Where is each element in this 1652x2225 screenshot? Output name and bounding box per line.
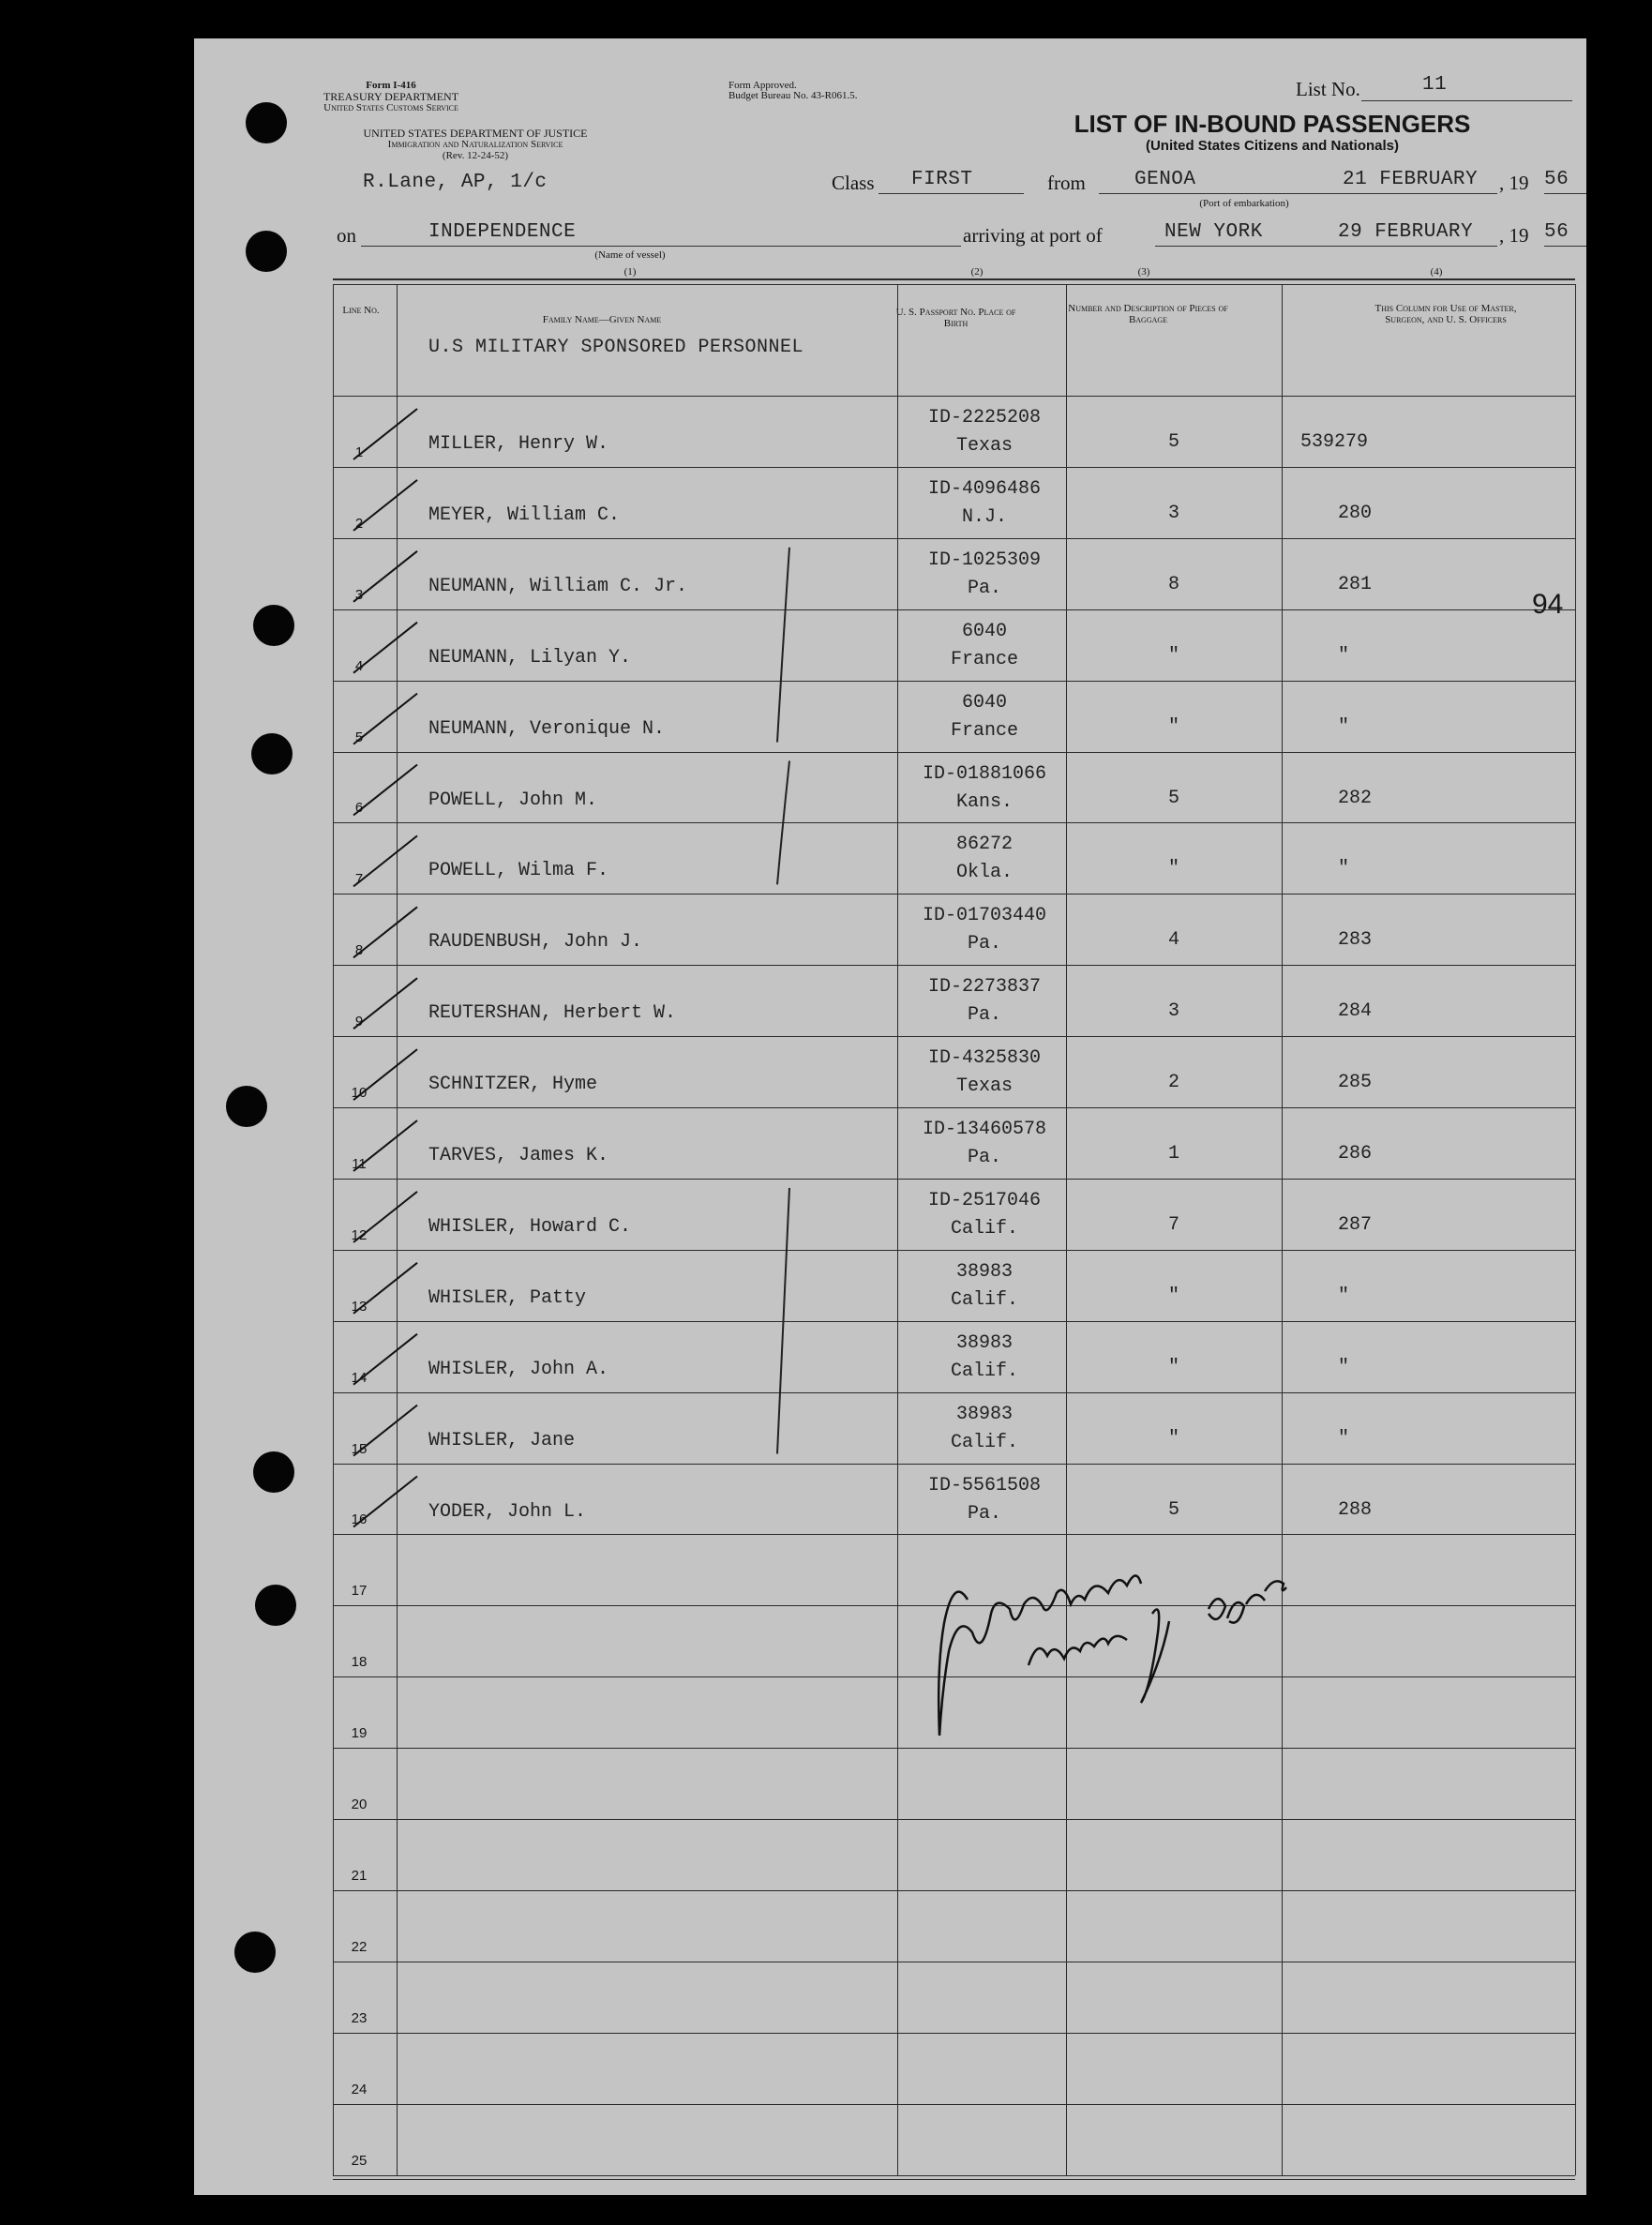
from-label: from (1047, 172, 1086, 194)
officer-note: 286 (1338, 1143, 1373, 1165)
line-number: 22 (351, 1938, 368, 1955)
check-marks (194, 38, 1586, 2195)
line-number: 12 (351, 1226, 368, 1243)
baggage-count: 5 (1167, 431, 1179, 453)
officer-note: " (1338, 1356, 1350, 1378)
passenger-name: MILLER, Henry W. (428, 433, 609, 455)
margin-note: 94 (1532, 589, 1564, 620)
port-caption: (Port of embarkation) (1199, 198, 1289, 209)
passenger-name: POWELL, Wilma F. (428, 860, 609, 882)
on-label: on (337, 224, 356, 247)
header-officers: This Column for Use of Master, Surgeon, and U. S. Officers (1374, 303, 1517, 325)
binder-hole (253, 605, 294, 646)
year-label-2: , 19 (1499, 224, 1529, 247)
arrival-port: NEW YORK (1164, 221, 1263, 243)
binder-hole (255, 1585, 296, 1626)
baggage-count: 2 (1167, 1072, 1179, 1094)
passenger-name: SCHNITZER, Hyme (428, 1074, 598, 1096)
passenger-name: NEUMANN, Veronique N. (428, 717, 666, 740)
line-number: 13 (351, 1298, 368, 1315)
passenger-name: MEYER, William C. (428, 504, 621, 526)
line-number: 14 (351, 1369, 368, 1386)
passenger-name: WHISLER, John A. (428, 1358, 609, 1380)
line-number: 17 (351, 1583, 368, 1600)
officer-note: " (1338, 1285, 1350, 1307)
from-port: GENOA (1134, 169, 1196, 190)
baggage-count: 8 (1167, 573, 1179, 595)
line-number: 23 (351, 2009, 368, 2026)
treasury-dept: TREASURY DEPARTMENT (323, 90, 459, 103)
passport-number: 38983 (955, 1260, 1013, 1283)
passport-number: ID-2517046 (927, 1189, 1042, 1211)
check-mark (353, 835, 417, 886)
from-year: 56 (1544, 169, 1569, 190)
passport-number: ID-01881066 (922, 762, 1047, 785)
baggage-count: 5 (1167, 787, 1179, 809)
baggage-count: 4 (1167, 929, 1179, 952)
officer-note: 280 (1338, 502, 1373, 524)
passport-number: ID-13460578 (922, 1119, 1047, 1140)
check-mark (353, 480, 417, 531)
list-no-value: 11 (1422, 74, 1448, 96)
line-number: 19 (351, 1725, 368, 1742)
birth-place: Texas (955, 1075, 1013, 1098)
baggage-count: " (1167, 858, 1179, 880)
family-bracket-stroke (777, 548, 789, 743)
arrival-year: 56 (1544, 221, 1569, 243)
birth-place: Calif. (950, 1217, 1018, 1240)
passenger-name: RAUDENBUSH, John J. (428, 931, 643, 954)
check-mark (353, 1334, 417, 1385)
check-mark (353, 409, 417, 459)
ins-service: Immigration and Naturalization Service (387, 139, 563, 150)
budget-bureau: Budget Bureau No. 43-R061.5. (728, 90, 858, 101)
birth-place: France (950, 719, 1018, 742)
birth-place: France (950, 648, 1018, 670)
passport-number: ID-2225208 (927, 407, 1042, 428)
header-name: Family Name—Given Name (542, 314, 662, 325)
binder-hole (246, 102, 287, 143)
class-label: Class (832, 172, 875, 194)
passenger-name: POWELL, John M. (428, 789, 598, 811)
col-num-2: (2) (970, 266, 984, 278)
header-baggage: Number and Description of Pieces of Baggage (1068, 303, 1228, 325)
officer-note: 282 (1338, 787, 1373, 809)
binder-hole (246, 231, 287, 272)
birth-place: Kans. (955, 790, 1013, 813)
header-line-no: Line No. (342, 305, 380, 316)
baggage-count: " (1167, 1285, 1179, 1307)
vessel-caption: (Name of vessel) (594, 249, 666, 261)
check-mark (353, 694, 417, 744)
passenger-name: NEUMANN, Lilyan Y. (428, 646, 632, 669)
col-num-4: (4) (1430, 266, 1443, 278)
page-subtitle: (United States Citizens and Nationals) (1145, 138, 1400, 154)
binder-hole (251, 733, 293, 774)
col-num-1: (1) (623, 266, 637, 278)
check-mark (353, 1192, 417, 1242)
passport-number: ID-01703440 (922, 905, 1047, 927)
line-number: 10 (351, 1085, 368, 1101)
list-no-label: List No. (1296, 78, 1360, 100)
line-number: 5 (354, 729, 364, 745)
binder-hole (253, 1451, 294, 1493)
birth-place: Calif. (950, 1288, 1018, 1311)
passport-number: ID-4096486 (927, 477, 1042, 500)
passport-number: 38983 (955, 1403, 1013, 1425)
baggage-count: 1 (1167, 1143, 1179, 1165)
passenger-name: NEUMANN, William C. Jr. (428, 575, 688, 597)
birth-place: Calif. (950, 1431, 1018, 1453)
line-number: 4 (354, 657, 364, 674)
officer-note: 287 (1338, 1213, 1373, 1236)
check-mark (353, 907, 417, 957)
birth-place: Pa. (967, 1502, 1001, 1525)
passenger-name: WHISLER, Howard C. (428, 1215, 632, 1238)
form-number: Form I-416 (366, 80, 416, 91)
officer-note: " (1338, 1427, 1350, 1450)
passenger-name: WHISLER, Patty (428, 1286, 587, 1309)
baggage-count: 3 (1167, 502, 1179, 524)
officer-note: " (1338, 858, 1350, 880)
baggage-count: " (1167, 715, 1179, 738)
passenger-name: YODER, John L. (428, 1500, 587, 1523)
line-number: 7 (354, 871, 364, 888)
check-mark (353, 1120, 417, 1171)
birth-place: Pa. (967, 577, 1001, 599)
year-label-1: , 19 (1499, 172, 1529, 194)
arrival-date: 29 FEBRUARY (1338, 221, 1474, 243)
justice-dept: UNITED STATES DEPARTMENT OF JUSTICE (363, 127, 588, 140)
baggage-count: " (1167, 1356, 1179, 1378)
passport-number: 6040 (961, 691, 1007, 714)
check-mark (353, 1263, 417, 1314)
birth-place: Okla. (955, 862, 1013, 884)
line-number: 24 (351, 2081, 368, 2097)
passport-number: ID-2273837 (927, 976, 1042, 999)
line-number: 2 (354, 515, 364, 532)
officer-note: 283 (1338, 929, 1373, 952)
from-date: 21 FEBRUARY (1343, 169, 1479, 190)
birth-place: Texas (955, 435, 1013, 457)
binder-hole (226, 1086, 267, 1127)
baggage-count: 5 (1167, 1498, 1179, 1521)
baggage-count: 3 (1167, 1000, 1179, 1023)
page-title: LIST OF IN-BOUND PASSENGERS (1074, 110, 1471, 138)
passport-number: ID-1025309 (927, 549, 1042, 571)
birth-place: Pa. (967, 1004, 1001, 1027)
line-number: 21 (351, 1867, 368, 1884)
col-num-3: (3) (1137, 266, 1150, 278)
check-mark (353, 1049, 417, 1100)
arriving-label: arriving at port of (963, 224, 1103, 247)
passenger-name: TARVES, James K. (428, 1145, 609, 1166)
passport-number: ID-4325830 (927, 1047, 1042, 1070)
passport-number: 6040 (961, 620, 1007, 642)
header-passport: U. S. Passport No. Place of Birth (895, 307, 1016, 329)
officer-note: 539279 (1300, 431, 1369, 453)
check-mark (353, 978, 417, 1029)
line-number: 16 (351, 1511, 368, 1528)
birth-place: Pa. (967, 933, 1001, 955)
check-mark (353, 765, 417, 816)
officer-note: 284 (1338, 1000, 1373, 1023)
line-number: 8 (354, 942, 364, 959)
family-bracket-stroke (777, 1188, 789, 1454)
class-value: FIRST (911, 169, 973, 190)
family-bracket-stroke (777, 761, 789, 885)
revision: (Rev. 12-24-52) (442, 150, 509, 161)
line-number: 20 (351, 1797, 368, 1812)
check-mark (353, 551, 417, 602)
document-page (194, 38, 1586, 2195)
check-mark (353, 1406, 417, 1456)
customs-service: United States Customs Service (323, 102, 458, 113)
binder-hole (234, 1932, 276, 1973)
line-number: 15 (351, 1440, 368, 1457)
officer-note: " (1338, 644, 1350, 667)
line-number: 3 (354, 586, 364, 603)
baggage-count: " (1167, 644, 1179, 667)
officer-note: " (1338, 715, 1350, 738)
line-number: 6 (354, 800, 364, 817)
officer-note: 288 (1338, 1498, 1373, 1521)
birth-place: N.J. (961, 505, 1007, 528)
line-number: 1 (354, 443, 364, 460)
passenger-name: WHISLER, Jane (428, 1429, 576, 1451)
birth-place: Pa. (967, 1147, 1001, 1168)
check-mark (353, 623, 417, 673)
line-number: 18 (351, 1654, 368, 1671)
form-approved: Form Approved. (728, 80, 797, 91)
passport-number: ID-5561508 (927, 1474, 1042, 1496)
passport-number: 38983 (955, 1331, 1013, 1354)
baggage-count: " (1167, 1427, 1179, 1450)
group-label: U.S MILITARY SPONSORED PERSONNEL (428, 337, 804, 358)
officer-note: 281 (1338, 573, 1373, 595)
line-number: 9 (354, 1014, 364, 1030)
line-number: 25 (351, 2152, 368, 2169)
baggage-count: 7 (1167, 1213, 1179, 1236)
line-number: 11 (352, 1155, 367, 1172)
officer-note: 285 (1338, 1072, 1373, 1094)
birth-place: Calif. (950, 1360, 1018, 1382)
vessel-name: INDEPENDENCE (428, 221, 577, 243)
submitter: R.Lane, AP, 1/c (363, 172, 548, 193)
passenger-name: REUTERSHAN, Herbert W. (428, 1002, 677, 1025)
check-mark (353, 1477, 417, 1527)
passport-number: 86272 (955, 834, 1013, 856)
